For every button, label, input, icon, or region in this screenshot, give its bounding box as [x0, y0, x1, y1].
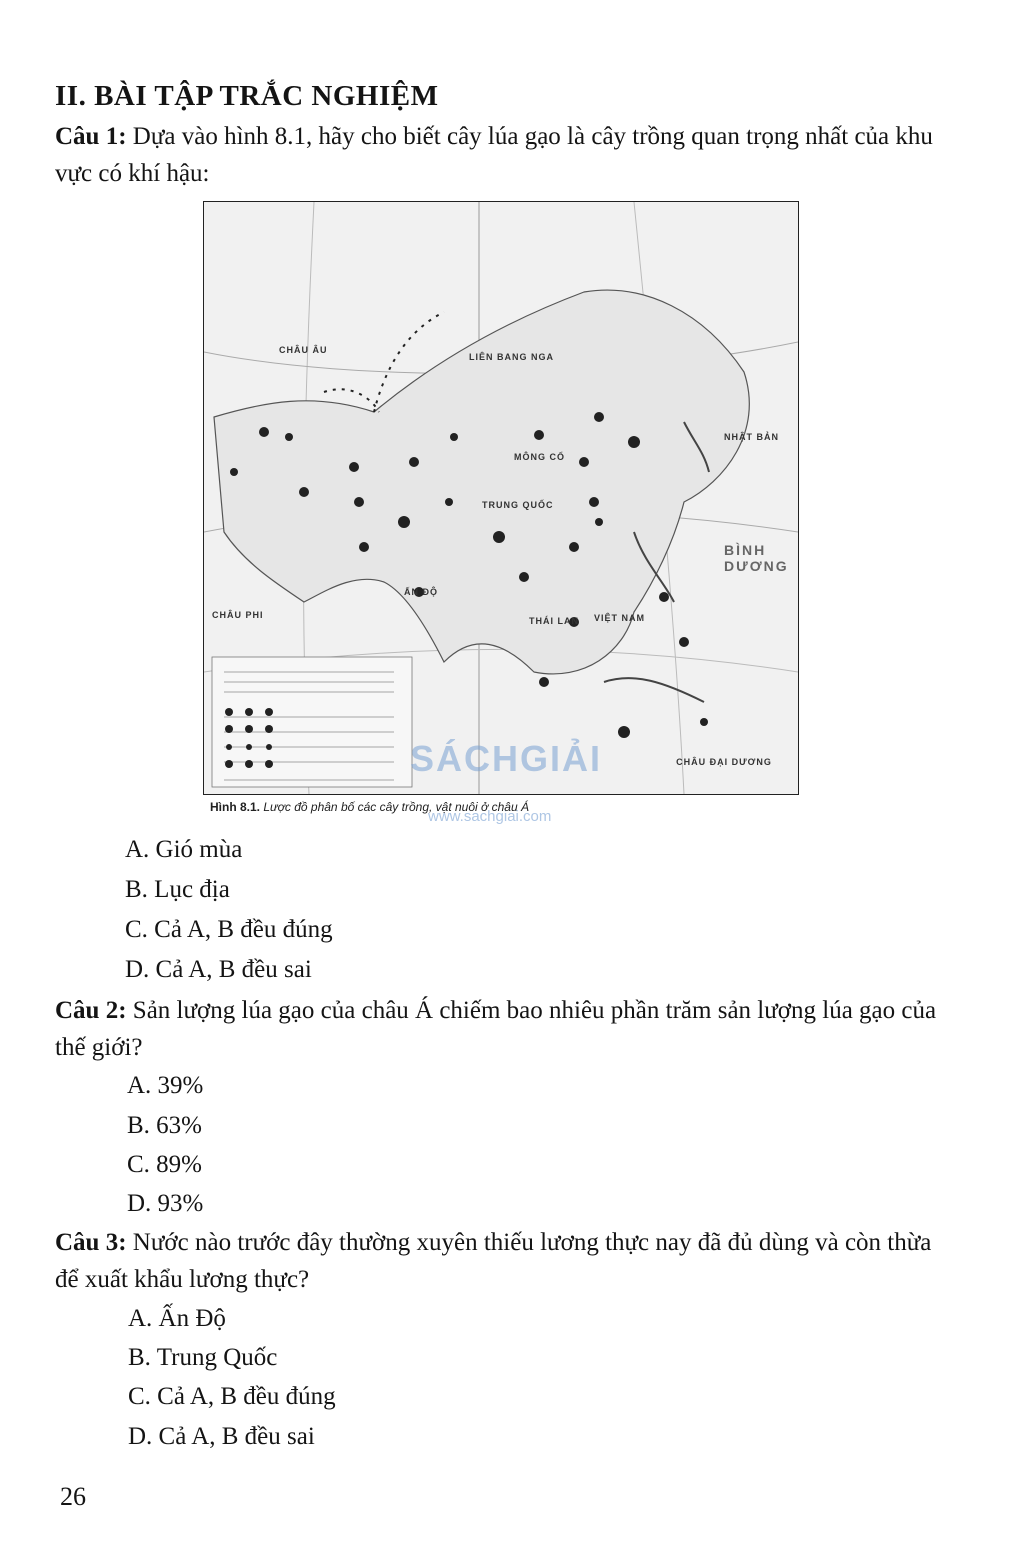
question-3: [55, 1224, 955, 1298]
figure-caption-text: Lược đồ phân bố các cây trồng, vật nuôi ở châu Á: [263, 800, 529, 814]
q1-option-c: C. Cả A, B đều đúng: [125, 916, 333, 943]
map-label-russia: LIÊN BANG NGA: [469, 352, 554, 362]
map-label-oceania: CHÂU ĐẠI DƯƠNG: [676, 757, 772, 767]
watermark-logo: SÁCHGIẢI: [410, 738, 603, 779]
q2-option-a: A. 39%: [127, 1072, 204, 1099]
section-title: II. BÀI TẬP TRẮC NGHIỆM: [55, 80, 439, 112]
question-1: [55, 118, 955, 192]
q3-option-d: D. Cả A, B đều sai: [128, 1423, 315, 1450]
figure-caption: [210, 800, 529, 814]
q2-option-d: D. 93%: [127, 1190, 204, 1217]
question-1-label: Câu 1:: [55, 123, 127, 150]
question-3-label: Câu 3:: [55, 1229, 127, 1256]
map-label-europe: CHÂU ÂU: [279, 345, 328, 355]
map-label-vietnam: VIỆT NAM: [594, 613, 646, 623]
q1-option-b: B. Lục địa: [125, 876, 230, 903]
question-2-label: Câu 2:: [55, 997, 127, 1024]
q3-option-b: B. Trung Quốc: [128, 1344, 278, 1371]
q2-option-c: C. 89%: [127, 1151, 202, 1178]
map-label-thailand: THÁI LAN: [529, 616, 579, 626]
page-number: 26: [60, 1482, 86, 1511]
question-2: [55, 992, 955, 1066]
watermark-url: www.sachgiai.com: [428, 808, 552, 825]
map-drawing: [204, 202, 798, 794]
q2-option-b: B. 63%: [127, 1112, 202, 1139]
q3-option-a: A. Ấn Độ: [128, 1305, 226, 1332]
question-2-text: Sản lượng lúa gạo của châu Á chiếm bao nhiêu phần trăm sản lượng lúa gạo của thế giới?: [55, 997, 937, 1061]
q3-option-c: C. Cả A, B đều đúng: [128, 1383, 336, 1410]
asia-crop-livestock-map: [203, 201, 799, 795]
question-3-text: Nước nào trước đây thường xuyên thiếu lương thực nay đã đủ dùng và còn thừa để xuất khẩu lương thực?: [55, 1229, 932, 1293]
map-label-africa: CHÂU PHI: [212, 610, 264, 620]
map-label-mongolia: MÔNG CỔ: [514, 452, 565, 462]
map-label-china: TRUNG QUỐC: [482, 500, 554, 510]
map-label-india: ẤN ĐỘ: [404, 587, 438, 597]
map-label-japan: NHẬT BẢN: [724, 432, 779, 442]
figure-caption-label: Hình 8.1.: [210, 800, 261, 814]
question-1-text: Dựa vào hình 8.1, hãy cho biết cây lúa gạo là cây trồng quan trọng nhất của khu vực có khí hậu:: [55, 123, 933, 187]
q1-option-d: D. Cả A, B đều sai: [125, 956, 312, 983]
q1-option-a: A. Gió mùa: [125, 836, 243, 863]
map-label-pacific: BÌNH DƯƠNG: [724, 542, 789, 574]
